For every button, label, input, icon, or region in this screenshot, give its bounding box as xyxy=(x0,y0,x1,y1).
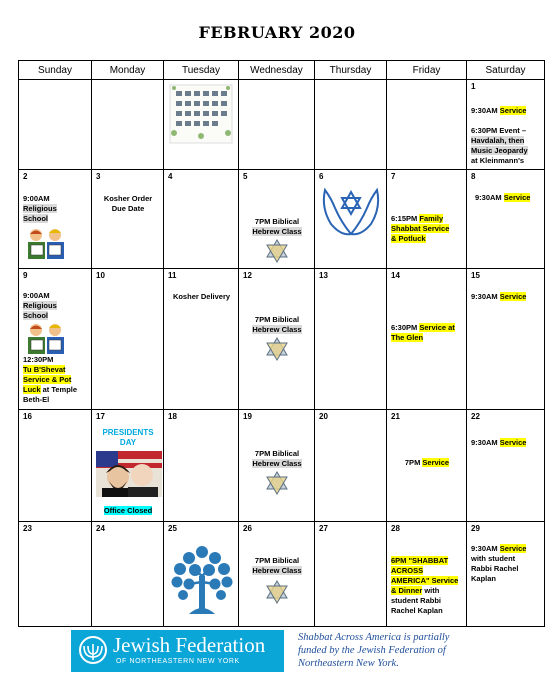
day-number: 24 xyxy=(96,524,105,533)
logo-line-1: Jewish Federation xyxy=(113,633,266,657)
event-time: 12:30PM xyxy=(23,355,54,364)
day-cell xyxy=(239,410,315,522)
day-number: 11 xyxy=(168,271,177,280)
day-number: 29 xyxy=(471,524,480,533)
presidents-day-label: DAY xyxy=(119,438,137,447)
day-number: 16 xyxy=(23,412,32,421)
day-cell-empty xyxy=(387,80,467,170)
day-cell xyxy=(19,269,92,410)
day-cell xyxy=(92,522,164,627)
weekday-header-row xyxy=(19,61,545,80)
event-line: 7PM Biblical xyxy=(254,449,300,458)
calendar-grid xyxy=(18,60,545,627)
event-line: 7PM Biblical xyxy=(254,315,300,324)
day-cell-empty xyxy=(164,80,239,170)
event-line: Tu B'Shevat xyxy=(23,365,66,374)
event-line: at Temple xyxy=(40,385,78,394)
event-religious: Religious xyxy=(23,301,57,310)
event-line: AMERICA" Service xyxy=(391,576,459,585)
event-time: 9:00AM xyxy=(23,291,50,300)
day-number: 22 xyxy=(471,412,480,421)
day-cell xyxy=(387,269,467,410)
star-of-david-icon xyxy=(265,239,289,263)
event-service: Service xyxy=(503,193,531,202)
event-time: 6:30PM xyxy=(391,323,420,332)
footer-line: funded by the Jewish Federation of xyxy=(298,645,446,656)
day-cell xyxy=(19,522,92,627)
day-number: 1 xyxy=(471,82,476,91)
day-number: 27 xyxy=(319,524,328,533)
logo-line-2: OF NORTHEASTERN NEW YORK xyxy=(116,658,240,665)
children-reading-icon xyxy=(25,227,67,261)
event-line: Music Jeopardy xyxy=(471,146,528,155)
week-row xyxy=(19,269,545,410)
event-line: Rabbi Rachel xyxy=(471,564,519,573)
day-number: 10 xyxy=(96,271,105,280)
event-line: Due Date xyxy=(111,204,145,213)
event-line: Hebrew Class xyxy=(252,325,302,334)
event-line: 6:30PM Event – xyxy=(471,126,527,135)
event-time: 7PM xyxy=(404,458,423,467)
day-cell xyxy=(92,410,164,522)
event-line: Kosher Delivery xyxy=(172,292,231,301)
day-cell xyxy=(315,410,387,522)
day-cell-empty xyxy=(239,80,315,170)
day-cell xyxy=(164,170,239,269)
event-religious: Religious xyxy=(23,204,57,213)
presidents-portrait-image xyxy=(96,451,162,497)
weekday-tuesday: Tuesday xyxy=(164,61,239,80)
event-line: 6PM "SHABBAT xyxy=(391,556,449,565)
event-line: Hebrew Class xyxy=(252,227,302,236)
event-line: at Kleinmann's xyxy=(471,156,525,165)
weekday-thursday: Thursday xyxy=(315,61,387,80)
event-line: ACROSS xyxy=(391,566,424,575)
day-cell-empty xyxy=(315,80,387,170)
star-of-david-icon xyxy=(265,471,289,495)
day-cell xyxy=(19,410,92,522)
event-service: Service xyxy=(499,544,527,553)
event-line: 7PM Biblical xyxy=(254,217,300,226)
day-number: 8 xyxy=(471,172,476,181)
day-cell xyxy=(315,522,387,627)
day-number: 20 xyxy=(319,412,328,421)
weekday-monday: Monday xyxy=(92,61,164,80)
day-cell xyxy=(387,410,467,522)
footer-line: Shabbat Across America is partially xyxy=(298,632,450,643)
event-line: & Dinner xyxy=(391,586,423,595)
event-school: School xyxy=(23,214,49,223)
star-of-david-icon xyxy=(265,337,289,361)
day-cell xyxy=(467,80,545,170)
event-time: 9:30AM xyxy=(471,438,500,447)
menorah-logo-icon xyxy=(79,636,107,666)
event-line: with xyxy=(422,586,440,595)
day-number: 13 xyxy=(319,271,328,280)
day-number: 4 xyxy=(168,172,173,181)
day-cell xyxy=(239,170,315,269)
day-cell xyxy=(164,410,239,522)
day-number: 18 xyxy=(168,412,177,421)
event-line: Kaplan xyxy=(471,574,497,583)
tree-of-life-icon xyxy=(169,542,235,618)
event-line: Service at xyxy=(419,323,455,332)
day-number: 26 xyxy=(243,524,252,533)
event-line: Rachel Kaplan xyxy=(391,606,443,615)
event-time: 9:30AM xyxy=(471,544,500,553)
event-line: Shabbat Service xyxy=(391,224,450,233)
day-number: 28 xyxy=(391,524,400,533)
week-row xyxy=(19,410,545,522)
day-number: 23 xyxy=(23,524,32,533)
day-number: 2 xyxy=(23,172,28,181)
weekday-wednesday: Wednesday xyxy=(239,61,315,80)
star-of-david-hands-icon xyxy=(319,178,383,240)
week-row xyxy=(19,80,545,170)
event-time: 6:15PM xyxy=(391,214,420,223)
day-number: 21 xyxy=(391,412,400,421)
event-line: Luck xyxy=(23,385,41,394)
day-cell xyxy=(239,522,315,627)
week-row xyxy=(19,170,545,269)
event-time: 9:30AM xyxy=(471,106,500,115)
event-time: 9:30AM xyxy=(475,193,504,202)
day-number: 15 xyxy=(471,271,480,280)
event-line: Havdalah, then xyxy=(471,136,525,145)
office-closed-label: Office Closed xyxy=(103,506,153,515)
day-number: 7 xyxy=(391,172,396,181)
event-line: Kosher Order xyxy=(103,194,153,203)
event-line: Hebrew Class xyxy=(252,566,302,575)
event-line: & Potluck xyxy=(391,234,426,243)
day-cell xyxy=(164,269,239,410)
day-number: 5 xyxy=(243,172,248,181)
event-line: Hebrew Class xyxy=(252,459,302,468)
event-line: Beth-El xyxy=(23,395,50,404)
event-line: student Rabbi xyxy=(391,596,441,605)
day-number: 6 xyxy=(319,172,324,181)
calendar-title: FEBRUARY 2020 xyxy=(198,23,356,42)
event-service: Service xyxy=(499,438,527,447)
day-number: 14 xyxy=(391,271,400,280)
event-line: 7PM Biblical xyxy=(254,556,300,565)
day-cell-empty xyxy=(92,80,164,170)
day-cell xyxy=(467,269,545,410)
day-number: 17 xyxy=(96,412,105,421)
day-number: 12 xyxy=(243,271,252,280)
day-cell-empty xyxy=(19,80,92,170)
week-row xyxy=(19,522,545,627)
event-school: School xyxy=(23,311,49,320)
event-service: Service xyxy=(422,458,450,467)
hebrew-alphabet-image xyxy=(168,83,234,145)
presidents-day-label: PRESIDENTS xyxy=(102,428,154,437)
footer-note xyxy=(298,631,528,670)
children-reading-icon xyxy=(25,322,67,356)
day-cell xyxy=(92,269,164,410)
day-cell xyxy=(315,170,387,269)
day-cell xyxy=(467,522,545,627)
day-cell xyxy=(19,170,92,269)
event-line: The Glen xyxy=(391,333,424,342)
day-number: 3 xyxy=(96,172,101,181)
jewish-federation-logo xyxy=(71,630,284,672)
weekday-saturday: Saturday xyxy=(467,61,545,80)
day-cell xyxy=(467,410,545,522)
weekday-friday: Friday xyxy=(387,61,467,80)
day-number: 25 xyxy=(168,524,177,533)
event-service: Service xyxy=(499,106,527,115)
day-cell xyxy=(239,269,315,410)
day-number: 19 xyxy=(243,412,252,421)
weekday-sunday: Sunday xyxy=(19,61,92,80)
event-time: 9:00AM xyxy=(23,194,50,203)
day-cell xyxy=(387,522,467,627)
event-line: with student xyxy=(471,554,516,563)
event-line: Service & Pot xyxy=(23,375,72,384)
day-cell xyxy=(315,269,387,410)
event-time: 9:30AM xyxy=(471,292,500,301)
day-cell xyxy=(92,170,164,269)
day-cell xyxy=(164,522,239,627)
event-line: Family xyxy=(419,214,444,223)
day-number: 9 xyxy=(23,271,28,280)
footer-line: Northeastern New York. xyxy=(298,658,399,669)
event-service: Service xyxy=(499,292,527,301)
day-cell xyxy=(467,170,545,269)
star-of-david-icon xyxy=(265,580,289,604)
day-cell xyxy=(387,170,467,269)
